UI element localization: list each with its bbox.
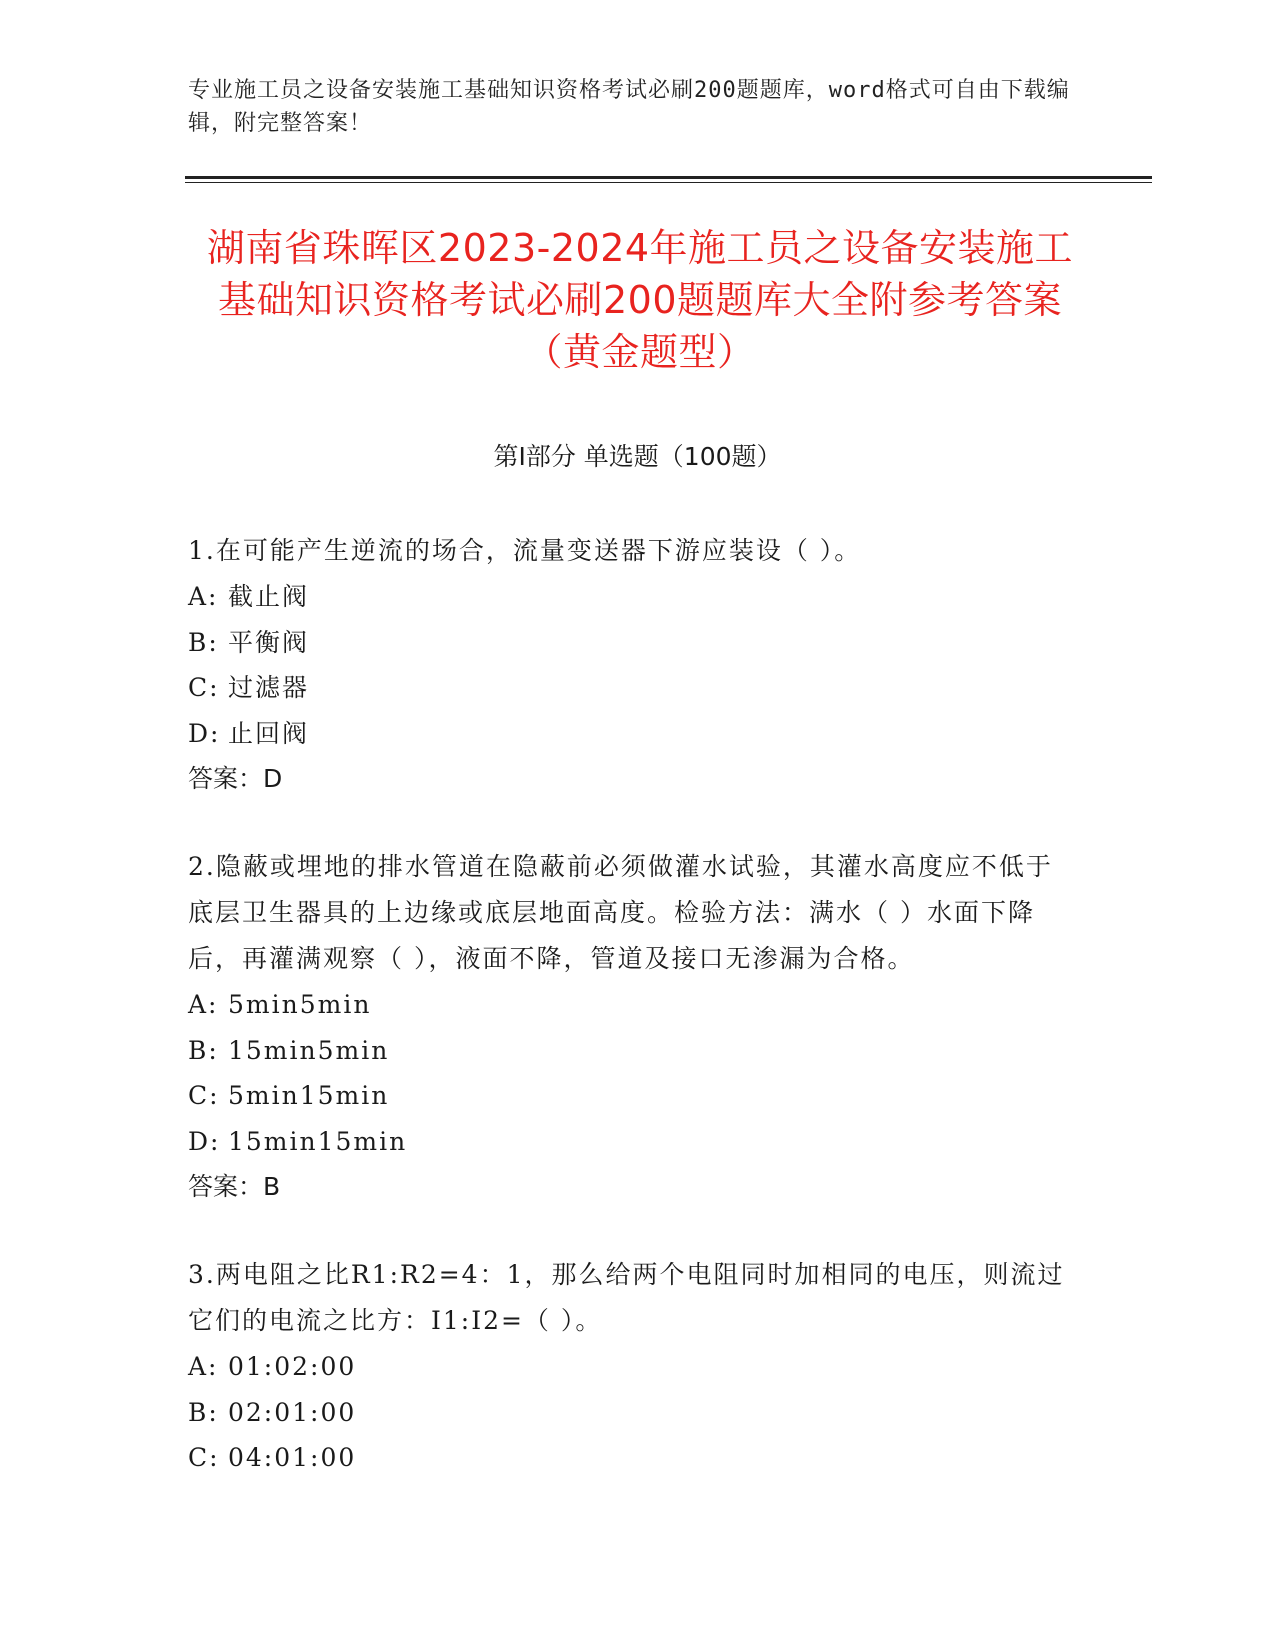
option-d (188, 711, 1068, 757)
option-text: 15min15min (228, 1126, 408, 1156)
question-3 (188, 1252, 1068, 1481)
option-text: 5min5min (228, 990, 372, 1019)
question-stem: 3.两电阻之比R1:R2=4：1，那么给两个电阻同时加相同的电压，则流过它们的电流之比方：I1:I2=（ ）。 (188, 1260, 1065, 1335)
option-text: 止回阀 (228, 718, 310, 748)
header-divider-thin (185, 182, 1152, 183)
option-a (188, 574, 1068, 620)
option-d (188, 1119, 1068, 1165)
option-text: 5min15min (228, 1081, 390, 1110)
option-text: 平衡阀 (228, 627, 310, 657)
question-stem: 1.在可能产生逆流的场合，流量变送器下游应装设（ ）。 (188, 536, 862, 565)
question-2 (188, 844, 1068, 1210)
option-key: A: (188, 990, 219, 1019)
answer-line: 答案：D (188, 764, 283, 793)
option-text: 02:01:00 (228, 1397, 357, 1427)
option-key: A: (188, 582, 219, 611)
option-c (188, 1073, 1068, 1119)
option-text: 01:02:00 (228, 1352, 357, 1381)
option-key: B: (188, 627, 219, 657)
option-text: 截止阀 (228, 582, 310, 611)
option-c (188, 665, 1068, 711)
option-key: C: (188, 1443, 220, 1472)
option-text: 15min5min (228, 1035, 390, 1065)
option-key: B: (188, 1397, 219, 1427)
option-b (188, 1390, 1068, 1436)
question-1 (188, 528, 1068, 802)
document-title: 湖南省珠晖区2023-2024年施工员之设备安装施工基础知识资格考试必刷200题题库大全附参考答案（黄金题型） (206, 226, 1074, 374)
question-stem: 2.隐蔽或埋地的排水管道在隐蔽前必须做灌水试验，其灌水高度应不低于底层卫生器具的上边缘或底层地面高度。检验方法：满水（ ）水面下降后，再灌满观察（ ），液面不降，管道及接口无渗漏为合格。 (188, 852, 1053, 973)
question-list (188, 528, 1068, 1523)
option-a (188, 1344, 1068, 1390)
answer-line: 答案：B (188, 1172, 281, 1201)
option-key: D: (188, 718, 221, 748)
option-c (188, 1435, 1068, 1481)
option-key: B: (188, 1035, 219, 1065)
option-key: C: (188, 1081, 220, 1110)
option-a (188, 982, 1068, 1028)
option-text: 过滤器 (228, 673, 310, 702)
option-text: 04:01:00 (228, 1443, 357, 1472)
section-title: 第Ⅰ部分 单选题（100题） (493, 442, 782, 471)
option-b (188, 1028, 1068, 1074)
option-key: C: (188, 673, 220, 702)
option-b (188, 620, 1068, 666)
option-key: A: (188, 1352, 219, 1381)
header-divider-thick (185, 176, 1152, 179)
option-key: D: (188, 1126, 221, 1156)
header-note: 专业施工员之设备安装施工基础知识资格考试必刷200题题库，word格式可自由下载编辑，附完整答案！ (188, 78, 1070, 136)
